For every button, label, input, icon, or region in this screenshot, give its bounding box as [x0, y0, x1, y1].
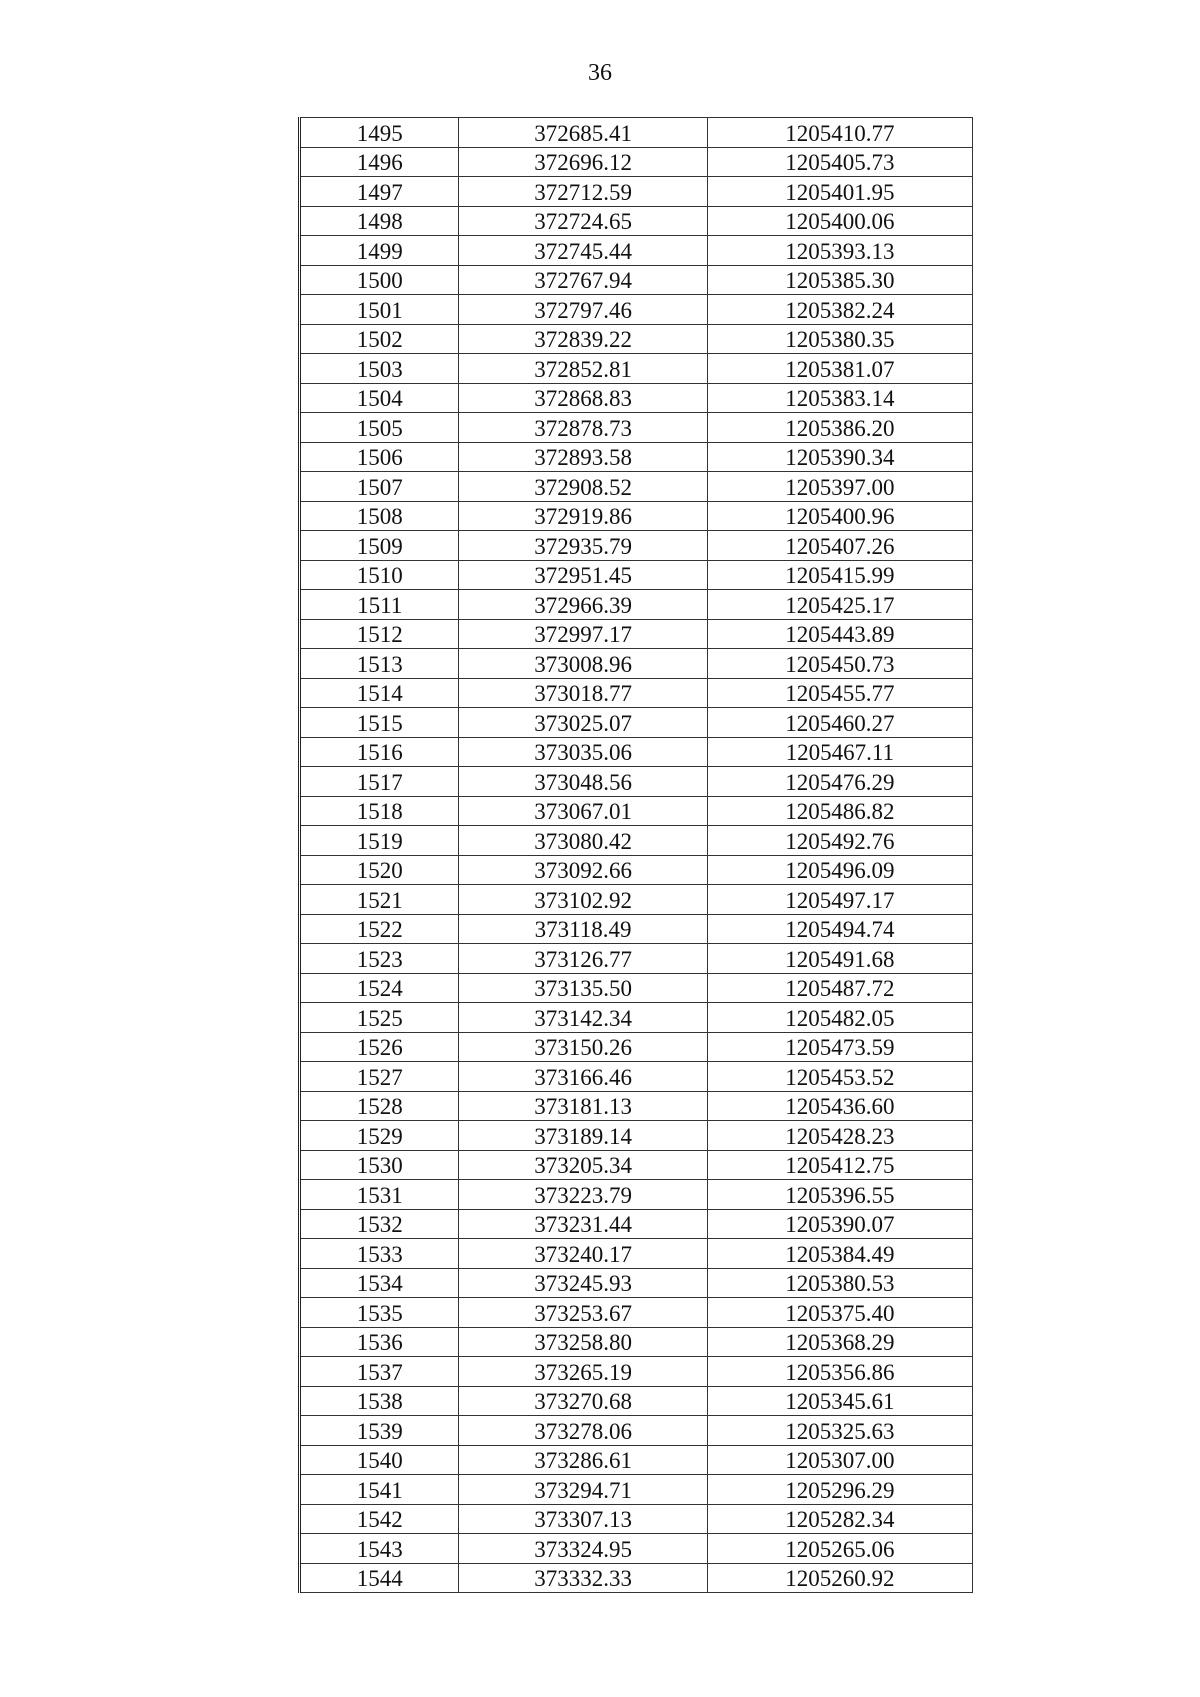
x-coordinate-cell: 372767.94 [459, 265, 707, 295]
table-row [300, 1563, 973, 1593]
point-number-cell: 1529 [300, 1121, 459, 1151]
point-number-cell: 1516 [300, 737, 459, 767]
table-row [300, 383, 973, 413]
table-row [300, 708, 973, 738]
x-coordinate-cell: 373181.13 [459, 1091, 707, 1121]
table-row [300, 1062, 973, 1092]
table-row [300, 1209, 973, 1239]
x-coordinate-cell: 373150.26 [459, 1032, 707, 1062]
point-number-cell: 1498 [300, 206, 459, 236]
table-row [300, 177, 973, 207]
y-coordinate-cell: 1205265.06 [707, 1534, 972, 1564]
table-row [300, 147, 973, 177]
point-number-cell: 1536 [300, 1327, 459, 1357]
point-number-cell: 1496 [300, 147, 459, 177]
y-coordinate-cell: 1205307.00 [707, 1445, 972, 1475]
y-coordinate-cell: 1205428.23 [707, 1121, 972, 1151]
x-coordinate-cell: 373126.77 [459, 944, 707, 974]
point-number-cell: 1543 [300, 1534, 459, 1564]
table-row [300, 1416, 973, 1446]
table-row [300, 1003, 973, 1033]
y-coordinate-cell: 1205380.53 [707, 1268, 972, 1298]
y-coordinate-cell: 1205492.76 [707, 826, 972, 856]
y-coordinate-cell: 1205396.55 [707, 1180, 972, 1210]
table-row [300, 442, 973, 472]
y-coordinate-cell: 1205425.17 [707, 590, 972, 620]
y-coordinate-cell: 1205436.60 [707, 1091, 972, 1121]
point-number-cell: 1542 [300, 1504, 459, 1534]
point-number-cell: 1519 [300, 826, 459, 856]
point-number-cell: 1513 [300, 649, 459, 679]
table-row [300, 1357, 973, 1387]
x-coordinate-cell: 373258.80 [459, 1327, 707, 1357]
y-coordinate-cell: 1205325.63 [707, 1416, 972, 1446]
point-number-cell: 1510 [300, 560, 459, 590]
table-row [300, 236, 973, 266]
point-number-cell: 1533 [300, 1239, 459, 1269]
y-coordinate-cell: 1205375.40 [707, 1298, 972, 1328]
x-coordinate-cell: 372852.81 [459, 354, 707, 384]
point-number-cell: 1539 [300, 1416, 459, 1446]
y-coordinate-cell: 1205450.73 [707, 649, 972, 679]
table-row [300, 619, 973, 649]
table-row [300, 1445, 973, 1475]
point-number-cell: 1512 [300, 619, 459, 649]
point-number-cell: 1507 [300, 472, 459, 502]
y-coordinate-cell: 1205405.73 [707, 147, 972, 177]
y-coordinate-cell: 1205368.29 [707, 1327, 972, 1357]
x-coordinate-cell: 373324.95 [459, 1534, 707, 1564]
x-coordinate-cell: 373080.42 [459, 826, 707, 856]
x-coordinate-cell: 373135.50 [459, 973, 707, 1003]
coordinates-table [298, 117, 973, 1593]
x-coordinate-cell: 372685.41 [459, 118, 707, 148]
table-row [300, 206, 973, 236]
x-coordinate-cell: 372919.86 [459, 501, 707, 531]
point-number-cell: 1500 [300, 265, 459, 295]
table-row [300, 678, 973, 708]
y-coordinate-cell: 1205486.82 [707, 796, 972, 826]
point-number-cell: 1506 [300, 442, 459, 472]
table-row [300, 501, 973, 531]
x-coordinate-cell: 373270.68 [459, 1386, 707, 1416]
x-coordinate-cell: 372935.79 [459, 531, 707, 561]
y-coordinate-cell: 1205282.34 [707, 1504, 972, 1534]
x-coordinate-cell: 372712.59 [459, 177, 707, 207]
table-row [300, 944, 973, 974]
x-coordinate-cell: 373253.67 [459, 1298, 707, 1328]
table-row [300, 472, 973, 502]
table-row [300, 1091, 973, 1121]
table-row [300, 855, 973, 885]
x-coordinate-cell: 373008.96 [459, 649, 707, 679]
y-coordinate-cell: 1205400.06 [707, 206, 972, 236]
table-row [300, 1239, 973, 1269]
y-coordinate-cell: 1205381.07 [707, 354, 972, 384]
table-row [300, 354, 973, 384]
page-number: 36 [588, 60, 612, 86]
point-number-cell: 1509 [300, 531, 459, 561]
point-number-cell: 1534 [300, 1268, 459, 1298]
x-coordinate-cell: 373294.71 [459, 1475, 707, 1505]
x-coordinate-cell: 372878.73 [459, 413, 707, 443]
y-coordinate-cell: 1205407.26 [707, 531, 972, 561]
y-coordinate-cell: 1205384.49 [707, 1239, 972, 1269]
table-row [300, 531, 973, 561]
y-coordinate-cell: 1205473.59 [707, 1032, 972, 1062]
y-coordinate-cell: 1205386.20 [707, 413, 972, 443]
point-number-cell: 1504 [300, 383, 459, 413]
point-number-cell: 1517 [300, 767, 459, 797]
x-coordinate-cell: 373231.44 [459, 1209, 707, 1239]
y-coordinate-cell: 1205400.96 [707, 501, 972, 531]
y-coordinate-cell: 1205455.77 [707, 678, 972, 708]
point-number-cell: 1502 [300, 324, 459, 354]
point-number-cell: 1526 [300, 1032, 459, 1062]
table-row [300, 1534, 973, 1564]
point-number-cell: 1514 [300, 678, 459, 708]
table-row [300, 767, 973, 797]
y-coordinate-cell: 1205380.35 [707, 324, 972, 354]
x-coordinate-cell: 373307.13 [459, 1504, 707, 1534]
y-coordinate-cell: 1205497.17 [707, 885, 972, 915]
y-coordinate-cell: 1205491.68 [707, 944, 972, 974]
y-coordinate-cell: 1205496.09 [707, 855, 972, 885]
point-number-cell: 1532 [300, 1209, 459, 1239]
table-row [300, 826, 973, 856]
point-number-cell: 1524 [300, 973, 459, 1003]
point-number-cell: 1515 [300, 708, 459, 738]
table-row [300, 1386, 973, 1416]
x-coordinate-cell: 372745.44 [459, 236, 707, 266]
y-coordinate-cell: 1205415.99 [707, 560, 972, 590]
point-number-cell: 1521 [300, 885, 459, 915]
x-coordinate-cell: 373067.01 [459, 796, 707, 826]
point-number-cell: 1540 [300, 1445, 459, 1475]
y-coordinate-cell: 1205390.34 [707, 442, 972, 472]
table-row [300, 560, 973, 590]
y-coordinate-cell: 1205397.00 [707, 472, 972, 502]
point-number-cell: 1520 [300, 855, 459, 885]
x-coordinate-cell: 372966.39 [459, 590, 707, 620]
x-coordinate-cell: 373118.49 [459, 914, 707, 944]
table-row [300, 1268, 973, 1298]
y-coordinate-cell: 1205487.72 [707, 973, 972, 1003]
x-coordinate-cell: 373286.61 [459, 1445, 707, 1475]
x-coordinate-cell: 372908.52 [459, 472, 707, 502]
x-coordinate-cell: 373166.46 [459, 1062, 707, 1092]
point-number-cell: 1538 [300, 1386, 459, 1416]
y-coordinate-cell: 1205476.29 [707, 767, 972, 797]
point-number-cell: 1527 [300, 1062, 459, 1092]
y-coordinate-cell: 1205410.77 [707, 118, 972, 148]
point-number-cell: 1523 [300, 944, 459, 974]
point-number-cell: 1495 [300, 118, 459, 148]
table-row [300, 1180, 973, 1210]
x-coordinate-cell: 373245.93 [459, 1268, 707, 1298]
x-coordinate-cell: 372724.65 [459, 206, 707, 236]
point-number-cell: 1544 [300, 1563, 459, 1593]
y-coordinate-cell: 1205401.95 [707, 177, 972, 207]
table-row [300, 1298, 973, 1328]
table-row [300, 885, 973, 915]
table-row [300, 649, 973, 679]
x-coordinate-cell: 373240.17 [459, 1239, 707, 1269]
y-coordinate-cell: 1205296.29 [707, 1475, 972, 1505]
y-coordinate-cell: 1205494.74 [707, 914, 972, 944]
table-row [300, 1032, 973, 1062]
point-number-cell: 1501 [300, 295, 459, 325]
x-coordinate-cell: 373223.79 [459, 1180, 707, 1210]
point-number-cell: 1541 [300, 1475, 459, 1505]
y-coordinate-cell: 1205482.05 [707, 1003, 972, 1033]
y-coordinate-cell: 1205393.13 [707, 236, 972, 266]
table-row [300, 1475, 973, 1505]
x-coordinate-cell: 373092.66 [459, 855, 707, 885]
x-coordinate-cell: 372893.58 [459, 442, 707, 472]
y-coordinate-cell: 1205383.14 [707, 383, 972, 413]
point-number-cell: 1503 [300, 354, 459, 384]
y-coordinate-cell: 1205467.11 [707, 737, 972, 767]
point-number-cell: 1505 [300, 413, 459, 443]
y-coordinate-cell: 1205443.89 [707, 619, 972, 649]
point-number-cell: 1508 [300, 501, 459, 531]
point-number-cell: 1511 [300, 590, 459, 620]
x-coordinate-cell: 372797.46 [459, 295, 707, 325]
table-row [300, 1121, 973, 1151]
point-number-cell: 1499 [300, 236, 459, 266]
x-coordinate-cell: 372696.12 [459, 147, 707, 177]
y-coordinate-cell: 1205382.24 [707, 295, 972, 325]
x-coordinate-cell: 373018.77 [459, 678, 707, 708]
point-number-cell: 1525 [300, 1003, 459, 1033]
table-row [300, 413, 973, 443]
point-number-cell: 1497 [300, 177, 459, 207]
point-number-cell: 1518 [300, 796, 459, 826]
point-number-cell: 1522 [300, 914, 459, 944]
x-coordinate-cell: 373025.07 [459, 708, 707, 738]
table-row [300, 1150, 973, 1180]
x-coordinate-cell: 373035.06 [459, 737, 707, 767]
table-row [300, 324, 973, 354]
table-row [300, 973, 973, 1003]
y-coordinate-cell: 1205390.07 [707, 1209, 972, 1239]
x-coordinate-cell: 372997.17 [459, 619, 707, 649]
point-number-cell: 1535 [300, 1298, 459, 1328]
table-row [300, 914, 973, 944]
table-row [300, 118, 973, 148]
y-coordinate-cell: 1205460.27 [707, 708, 972, 738]
x-coordinate-cell: 373265.19 [459, 1357, 707, 1387]
table-row [300, 796, 973, 826]
y-coordinate-cell: 1205260.92 [707, 1563, 972, 1593]
coordinates-table-body [300, 118, 973, 1593]
x-coordinate-cell: 373278.06 [459, 1416, 707, 1446]
y-coordinate-cell: 1205412.75 [707, 1150, 972, 1180]
table-row [300, 1504, 973, 1534]
y-coordinate-cell: 1205453.52 [707, 1062, 972, 1092]
table-row [300, 737, 973, 767]
table-row [300, 265, 973, 295]
point-number-cell: 1530 [300, 1150, 459, 1180]
y-coordinate-cell: 1205356.86 [707, 1357, 972, 1387]
table-row [300, 295, 973, 325]
x-coordinate-cell: 372868.83 [459, 383, 707, 413]
x-coordinate-cell: 373142.34 [459, 1003, 707, 1033]
x-coordinate-cell: 372951.45 [459, 560, 707, 590]
table-row [300, 1327, 973, 1357]
x-coordinate-cell: 373048.56 [459, 767, 707, 797]
x-coordinate-cell: 373189.14 [459, 1121, 707, 1151]
x-coordinate-cell: 372839.22 [459, 324, 707, 354]
y-coordinate-cell: 1205345.61 [707, 1386, 972, 1416]
point-number-cell: 1537 [300, 1357, 459, 1387]
x-coordinate-cell: 373332.33 [459, 1563, 707, 1593]
table-row [300, 590, 973, 620]
y-coordinate-cell: 1205385.30 [707, 265, 972, 295]
x-coordinate-cell: 373102.92 [459, 885, 707, 915]
point-number-cell: 1528 [300, 1091, 459, 1121]
point-number-cell: 1531 [300, 1180, 459, 1210]
x-coordinate-cell: 373205.34 [459, 1150, 707, 1180]
